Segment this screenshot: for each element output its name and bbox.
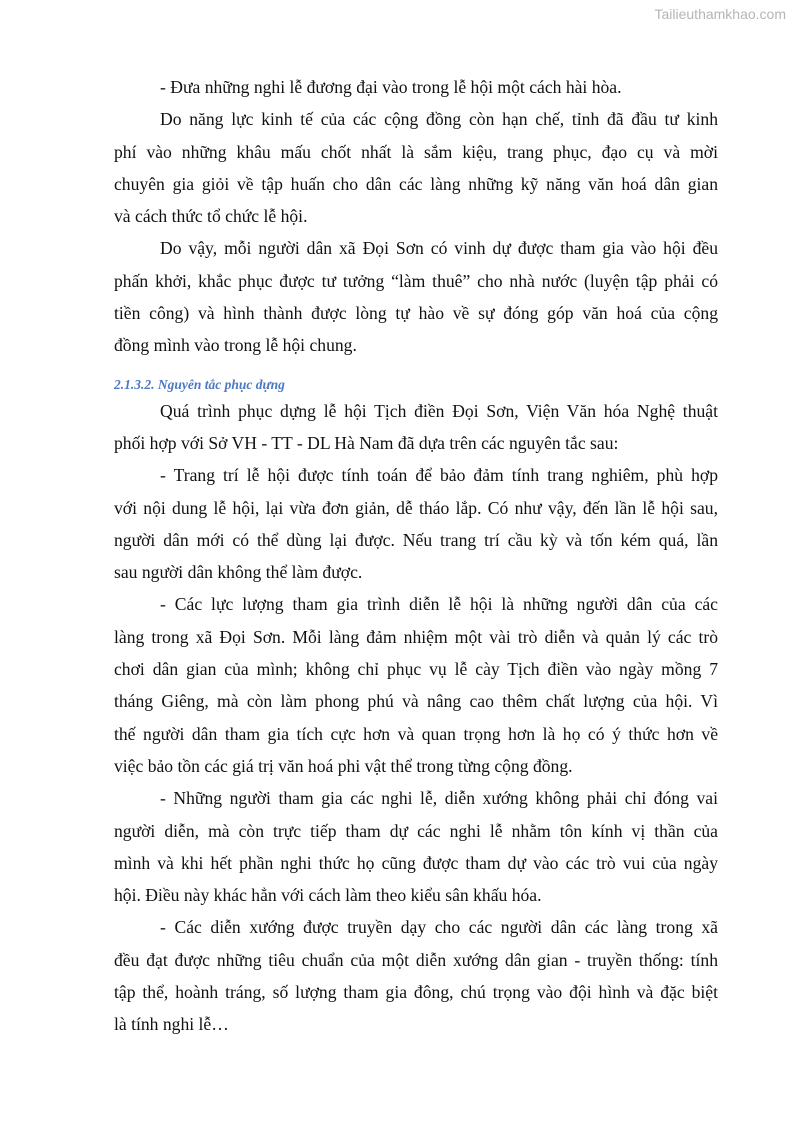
text-line: đều đạt được những tiêu chuẩn của một diễn xướng dân gian - truyền thống: tính	[114, 949, 718, 970]
text-line: người dân mới có thể dùng lại được. Nếu trang trí cầu kỳ và tốn kém quá, lần	[114, 529, 718, 550]
document-body	[114, 71, 718, 1041]
paragraph	[114, 911, 718, 1040]
paragraph	[114, 588, 718, 782]
section-heading: 2.1.3.2. Nguyên tắc phục dựng	[114, 376, 285, 392]
text-line: - Những người tham gia các nghi lễ, diễn xướng không phải chỉ đóng vai	[160, 788, 718, 809]
text-line: - Trang trí lễ hội được tính toán để bảo đảm tính trang nghiêm, phù hợp	[160, 465, 718, 486]
text-line: Quá trình phục dựng lễ hội Tịch điền Đọi Sơn, Viện Văn hóa Nghệ thuật	[160, 400, 718, 421]
paragraphs-before-heading	[114, 71, 718, 362]
text-line: làng trong xã Đọi Sơn. Mỗi làng đảm nhiệm một vài trò diễn và quản lý các trò	[114, 626, 718, 647]
text-line: là tính nghi lễ…	[114, 1014, 229, 1035]
text-line: tập thể, hoành tráng, số lượng tham gia đông, chú trọng vào đội hình và đặc biệt	[114, 982, 718, 1003]
watermark: Tailieuthamkhao.com	[654, 6, 786, 22]
text-line: chuyên gia giỏi về tập huấn cho dân các làng những kỹ năng văn hoá dân gian	[114, 173, 718, 194]
text-line: và cách thức tổ chức lễ hội.	[114, 206, 308, 227]
text-line: chơi dân gian của mình; không chỉ phục vụ lễ cày Tịch điền vào ngày mồng 7	[114, 659, 718, 680]
paragraph	[114, 782, 718, 911]
paragraph	[114, 103, 718, 232]
paragraph	[114, 71, 718, 103]
text-line: với nội dung lễ hội, lại vừa đơn giản, dễ tháo lắp. Có như vậy, đến lần lễ hội sau,	[114, 497, 718, 518]
text-line: tiền công) và hình thành được lòng tự hào về sự đóng góp văn hoá của cộng	[114, 303, 718, 324]
text-line: Do vậy, mỗi người dân xã Đọi Sơn có vinh dự được tham gia vào hội đều	[160, 238, 718, 259]
text-line: tháng Giêng, mà còn làm phong phú và nâng cao thêm chất lượng của hội. Vì	[114, 691, 718, 712]
text-line: phí vào những khâu mấu chốt nhất là sắm kiệu, trang phục, đạo cụ và mời	[114, 141, 718, 162]
text-line: việc bảo tồn các giá trị văn hoá phi vật thể trong từng cộng đồng.	[114, 755, 573, 776]
text-line: - Đưa những nghi lễ đương đại vào trong lễ hội một cách hài hòa.	[160, 77, 622, 97]
paragraph	[114, 459, 718, 588]
text-line: - Các diễn xướng được truyền dạy cho các người dân các làng trong xã	[160, 917, 718, 938]
text-line: người diễn, mà còn trực tiếp tham dự các nghi lễ nhằm tôn kính vị thần của	[114, 820, 718, 841]
text-line: mình và khi hết phần nghi thức họ cũng được tham dự vào các trò vui của ngày	[114, 852, 718, 873]
paragraph	[114, 232, 718, 361]
text-line: - Các lực lượng tham gia trình diễn lễ hội là những người dân của các	[160, 594, 718, 615]
paragraphs-after-heading	[114, 395, 718, 1041]
text-line: đồng mình vào trong lễ hội chung.	[114, 335, 357, 356]
text-line: sau người dân không thể làm được.	[114, 562, 363, 583]
text-line: thế người dân tham gia tích cực hơn và quan trọng hơn là họ có ý thức hơn về	[114, 723, 718, 744]
paragraph	[114, 395, 718, 460]
text-line: Do năng lực kinh tế của các cộng đồng còn hạn chế, tỉnh đã đầu tư kinh	[160, 109, 718, 130]
text-line: phấn khởi, khắc phục được tư tưởng “làm thuê” cho nhà nước (luyện tập phải có	[114, 270, 718, 291]
text-line: phối hợp với Sở VH - TT - DL Hà Nam đã dựa trên các nguyên tắc sau:	[114, 432, 619, 453]
text-line: hội. Điều này khác hẳn với cách làm theo kiểu sân khấu hóa.	[114, 885, 542, 906]
